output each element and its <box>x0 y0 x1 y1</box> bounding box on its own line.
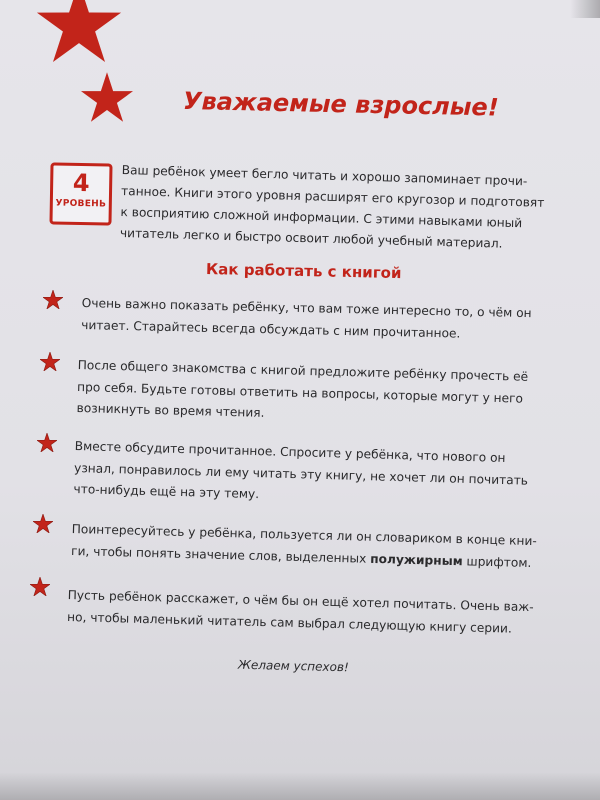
tip-line: но, чтобы маленький читатель сам выбрал следующую книгу серии. <box>66 609 513 636</box>
tip-paragraph <box>81 293 532 346</box>
tip-paragraph <box>73 436 529 513</box>
section-heading: Как работать с книгой <box>205 259 402 283</box>
tip-line: узнал, понравилось ли ему читать эту книгу, не хочет ли он почитать <box>73 460 529 488</box>
tip-line: После общего знакомства с книгой предложите ребёнку прочесть её <box>77 357 529 384</box>
level-label: УРОВЕНЬ <box>55 198 107 210</box>
intro-line: танное. Книги этого уровня расширят его кругозор и подготовят <box>120 183 545 210</box>
tip-text: ги, чтобы понять значение слов, выделенных <box>70 543 367 566</box>
intro-line: к восприятию сложной информации. С этими навыками юный <box>120 204 523 231</box>
tip-line: Пусть ребёнок расскажет, о чём бы он ещё хотел почитать. Очень важ- <box>67 587 534 615</box>
star-bullet-icon <box>43 290 63 309</box>
tip-line: читает. Старайтесь всегда обсуждать с ним прочитанное. <box>81 317 461 341</box>
tip-line: что-нибудь ещё на эту тему. <box>73 481 260 502</box>
star-bullet-icon <box>40 352 60 371</box>
intro-line: читатель легко и быстро освоит любой учебный материал. <box>119 225 503 251</box>
tip-paragraph <box>71 519 537 574</box>
bold-word: полужирным <box>370 551 463 568</box>
tip-paragraph <box>67 585 534 640</box>
tip-line: Поинтересуйтесь у ребёнка, пользуется ли он словариком в конце кни- <box>71 521 537 549</box>
tip-line: Вместе обсудите прочитанное. Спросите у ребёнка, что нового он <box>74 438 506 466</box>
intro-paragraph <box>120 160 560 256</box>
tip-text: шрифтом. <box>466 553 532 570</box>
page-corner-shadow <box>570 0 600 18</box>
tip-line: про себя. Будьте готовы ответить на вопросы, которые могут у него <box>76 379 524 406</box>
star-bullet-icon <box>30 577 50 596</box>
star-icon <box>81 71 133 123</box>
level-badge <box>49 162 112 225</box>
intro-line: Ваш ребёнок умеет бегло читать и хорошо запоминает прочи- <box>121 162 528 189</box>
page-bottom-shadow <box>0 772 600 800</box>
page-title: Уважаемые взрослые! <box>182 86 499 122</box>
level-number: 4 <box>72 168 90 198</box>
star-bullet-icon <box>37 433 57 452</box>
star-icon <box>33 0 125 62</box>
tip-line: возникнуть во время чтения. <box>76 400 265 420</box>
closing-wish: Желаем успехов! <box>237 657 349 675</box>
tip-paragraph <box>76 355 528 431</box>
tip-line: Очень важно показать ребёнку, что вам тоже интересно то, о чём он <box>81 295 532 321</box>
star-bullet-icon <box>33 514 53 533</box>
